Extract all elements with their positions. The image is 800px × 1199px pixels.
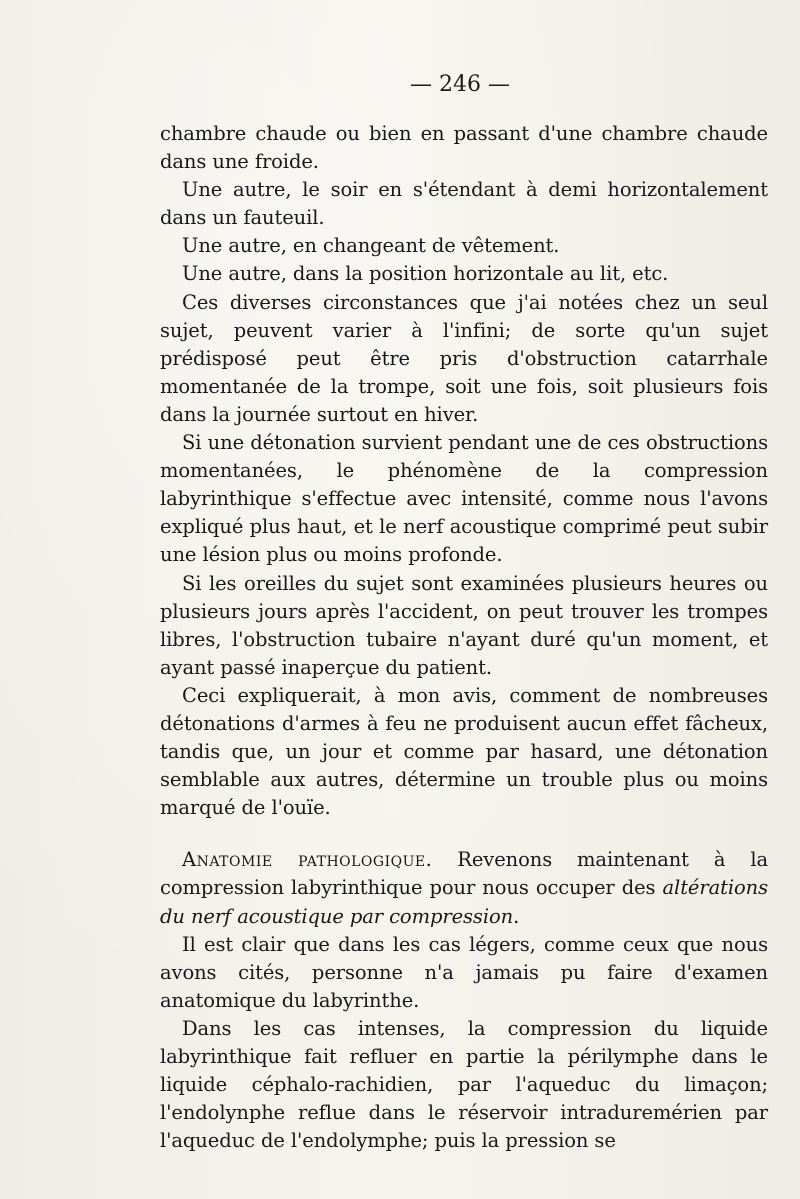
page-number: — 246 — [410, 72, 510, 97]
section-heading: Anatomie pathologique. [182, 848, 433, 872]
paragraph: Ces diverses circonstances que j'ai notées chez un seul sujet, peuvent varier à l'infini; de sorte qu'un sujet prédisposé peut être pris d'obstruction catarrhale momentanée de la trompe, soit une fois, soit plusieurs fois dans la journée surtout en hiver. [160, 290, 768, 426]
body-text [160, 120, 768, 1155]
section-text-end: . [513, 904, 520, 928]
paragraph: Il est clair que dans les cas légers, comme ceux que nous avons cités, personne n'a jamais pu faire d'examen anatomique du labyrinthe. [160, 932, 768, 1012]
section-text: Revenons maintenant à la compression labyrinthique pour nous occuper des [160, 848, 768, 900]
paragraph: Une autre, dans la position horizontale au lit, etc. [182, 262, 669, 286]
paragraph: Ceci expliquerait, à mon avis, comment de nombreuses détonations d'armes à feu ne produisent aucun effet fâcheux, tandis que, un jour et comme par hasard, une détonation semblable aux autres, détermine un trouble plus ou moins marqué de l'ouïe. [160, 683, 768, 820]
section-paragraph [160, 846, 768, 930]
paragraph: Une autre, en changeant de vêtement. [182, 234, 560, 258]
paragraph: Dans les cas intenses, la compression du liquide labyrinthique fait refluer en partie la périlymphe dans le liquide céphalo-rachidien, par l'aqueduc du limaçon; l'endolynphe reflue dans le réservoir intraduremérien par l'aqueduc de l'endolymphe; puis la pression se [160, 1016, 768, 1153]
paragraph: chambre chaude ou bien en passant d'une chambre chaude dans une froide. [160, 122, 768, 174]
paragraph: Une autre, le soir en s'étendant à demi horizontalement dans un fauteuil. [160, 178, 768, 230]
paragraph: Si les oreilles du sujet sont examinées plusieurs heures ou plusieurs jours après l'accident, on peut trouver les trompes libres, l'obstruction tubaire n'ayant duré qu'un moment, et ayant passé inaperçue du patient. [160, 571, 768, 679]
paragraph: Si une détonation survient pendant une de ces obstructions momentanées, le phénomène de la compression labyrinthique s'effectue avec intensité, comme nous l'avons expliqué plus haut, et le nerf acoustique comprimé peut subir une lésion plus ou moins profonde. [160, 431, 768, 567]
section-italic: altérations du nerf acoustique par compression [160, 876, 768, 928]
